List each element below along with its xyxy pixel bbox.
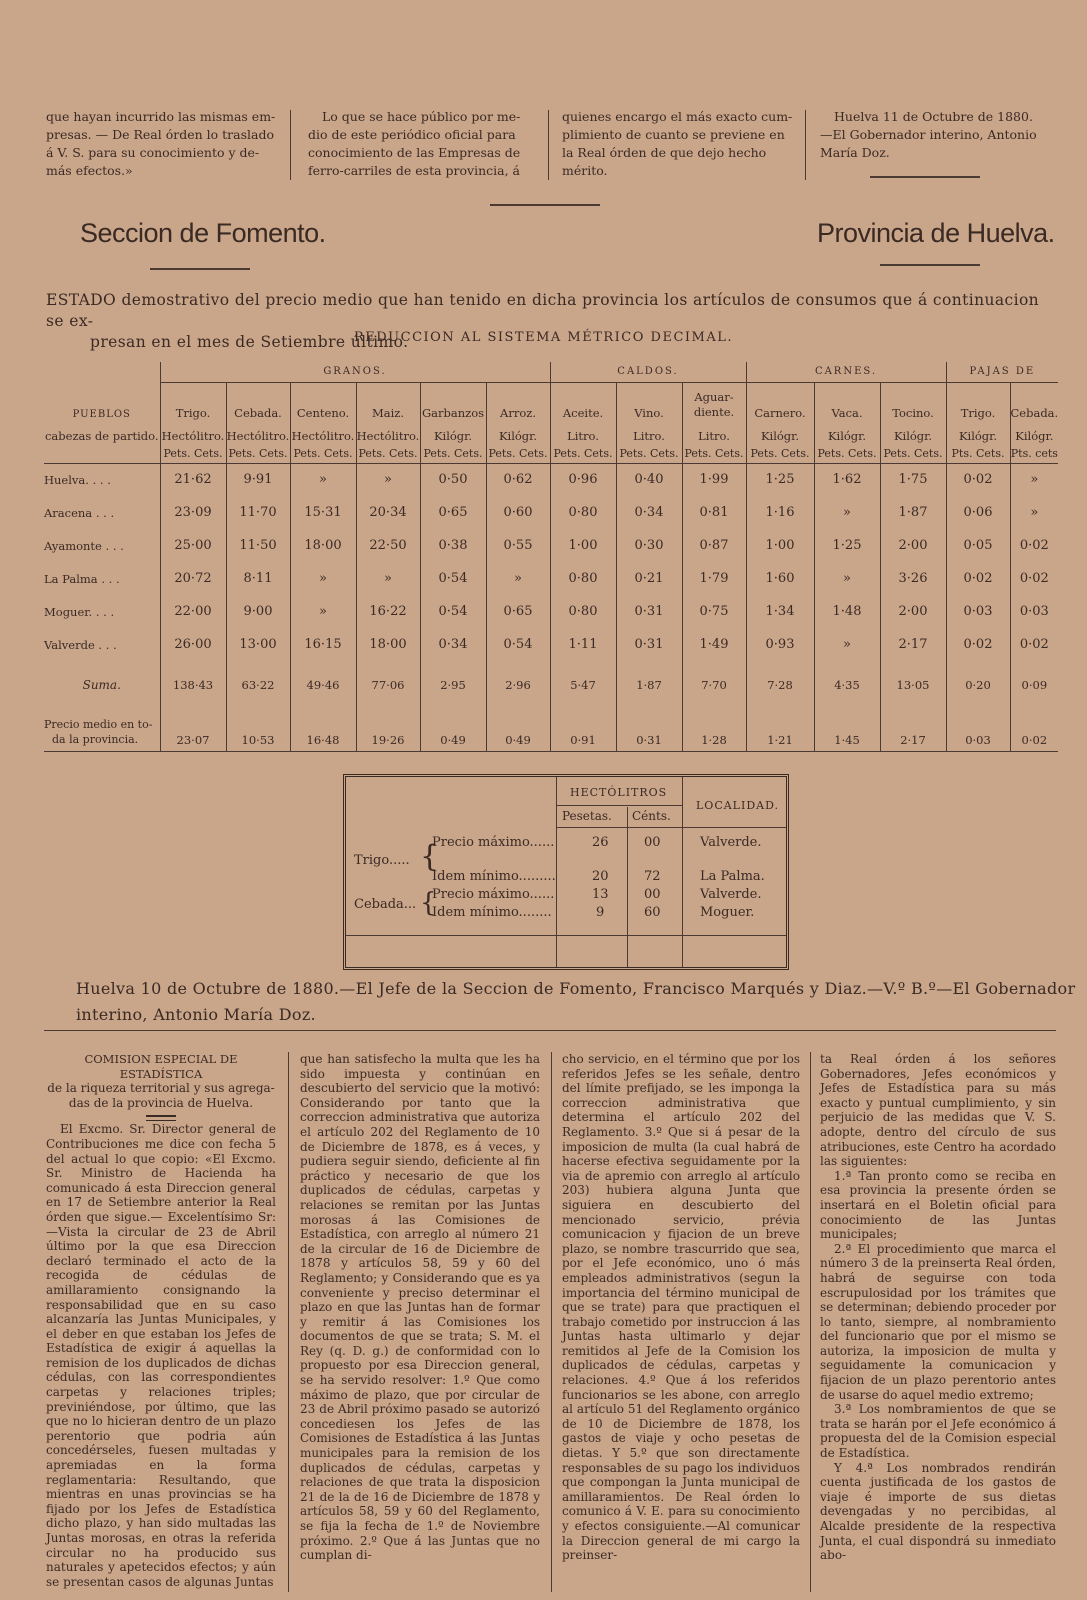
- group-caldos: CALDOS.: [550, 362, 746, 382]
- value-cell: 1·00: [746, 529, 814, 562]
- column-divider: [290, 110, 291, 180]
- value-cell: 1·99: [682, 463, 746, 496]
- table-row: [44, 463, 1058, 496]
- media-cell: 23·07: [160, 703, 226, 751]
- subunit-cell: Pets. Cets.: [290, 445, 356, 463]
- body-paragraph: 3.ª Los nombramientos de que se trata se harán por el Jefe económico á propuesta del de la Comision especial de Estadística.: [820, 1402, 1056, 1461]
- suma-cell: 5·47: [550, 661, 616, 703]
- top-column-1: [46, 108, 276, 180]
- unit-row: [44, 426, 1058, 445]
- value-cell: 15·31: [290, 496, 356, 529]
- value-cell: 1·87: [880, 496, 946, 529]
- box-row-label: Idem mínimo.........: [432, 869, 556, 884]
- table-row: [44, 595, 1058, 628]
- media-cell: 0·91: [550, 703, 616, 751]
- value-cell: 3·26: [880, 562, 946, 595]
- value-cell: 0·54: [486, 628, 550, 661]
- media-label-line: Precio medio en to-: [44, 717, 153, 731]
- cents-heading: Cénts.: [632, 809, 671, 823]
- value-cell: »: [486, 562, 550, 595]
- ornament-rule: [150, 268, 250, 270]
- value-cell: 0·62: [486, 463, 550, 496]
- box-row-pesetas: 9: [596, 905, 605, 920]
- top-column-4: [820, 108, 1060, 162]
- column-header: Cebada.: [226, 382, 290, 426]
- media-label-line: da la provincia.: [52, 732, 139, 746]
- commission-subtitle: das de la provincia de Huelva.: [68, 1095, 254, 1110]
- column-header: Trigo.: [160, 382, 226, 426]
- box-row-cents: 00: [644, 835, 661, 850]
- value-cell: 0·21: [616, 562, 682, 595]
- reduccion-heading: REDUCCION AL SISTEMA MÉTRICO DECIMAL.: [353, 330, 734, 345]
- suma-cell: 0·09: [1010, 661, 1058, 703]
- column-header: Centeno.: [290, 382, 356, 426]
- suma-cell: 13·05: [880, 661, 946, 703]
- value-cell: 0·31: [616, 595, 682, 628]
- column-divider: [805, 110, 806, 180]
- media-row: [44, 703, 1058, 751]
- value-cell: 0·81: [682, 496, 746, 529]
- unit-cell: Kilógr.: [486, 426, 550, 445]
- value-cell: 26·00: [160, 628, 226, 661]
- value-cell: 20·72: [160, 562, 226, 595]
- value-cell: 0·55: [486, 529, 550, 562]
- column-header-row: [44, 382, 1058, 426]
- section-title-left: Seccion de Fomento.: [80, 218, 326, 248]
- value-cell: 0·38: [420, 529, 486, 562]
- box-row-pesetas: 20: [592, 869, 609, 884]
- box-row-cents: 00: [644, 887, 661, 902]
- town-cell: Moguer. . . .: [44, 604, 115, 619]
- value-cell: 20·34: [356, 496, 420, 529]
- value-cell: 18·00: [290, 529, 356, 562]
- value-cell: »: [1010, 496, 1058, 529]
- unit-cell: Hectólitro.: [290, 426, 356, 445]
- media-cell: 0·02: [1010, 703, 1058, 751]
- value-cell: 9·91: [226, 463, 290, 496]
- suma-cell: 49·46: [290, 661, 356, 703]
- top-column-3: [562, 108, 794, 180]
- media-cell: 0·49: [486, 703, 550, 751]
- value-cell: 0·05: [946, 529, 1010, 562]
- signature: [76, 976, 1076, 1028]
- value-cell: 0·93: [746, 628, 814, 661]
- text-line: presas. — De Real órden lo traslado: [46, 127, 274, 142]
- body-paragraph: que han satisfecho la multa que les ha sido impuesta y continúan en descubierto del servicio que la motivó: Considerando por tanto que la correccion administrativa que autoriza el artículo 202 del Reglamento de 10 de Diciembre de 1878, es á veces, y pudiera seguir siendo, deficiente al fin práctico y necesario de que los duplicados de cédulas, carpetas y relaciones se remitan por las Juntas morosas á las Comisiones de Estadística, con arreglo al número 21 de la circular de 16 de Diciembre de 1878 y artículos 58, 59 y 60 del Reglamento; y Considerando que es ya conveniente y preciso determinar el plazo en que las Juntas han de formar y remitir á las Comisiones los documentos de que se trata; S. M. el Rey (q. D. g.) de conformidad con lo propuesto por esa Direccion general, se ha servido resolver: 1.º Que como máximo de plazo, que por circular de 23 de Abril próximo pasado se autorizó concediesen los Jefes de las Comisiones de Estadística á las Juntas municipales para la remision de los duplicados de cédulas, carpetas y relaciones de que trata la disposicion 21 de la de 16 de Diciembre de 1878 y artículos 58, 59 y 60 del Reglamento, se fija la fecha de 1.º de Noviembre próximo. 2.º Que á las Juntas que no cumplan di-: [300, 1052, 540, 1563]
- value-cell: »: [814, 562, 880, 595]
- town-cell: Valverde . . .: [44, 637, 117, 652]
- body-paragraph: cho servicio, en el término que por los referidos Jefes se les señale, dentro del límite prefijado, se les imponga la correccion administrativa que determina el artículo 202 del Reglamento. 3.º Que si á pesar de la imposicion de multa (la cual habrá de hacerse efectiva seguidamente por la via de apremio con arreglo al artículo 203) hubiera alguna Junta que siguiera en descubierto del mencionado servicio, prévia comunicacion y fijacion de un breve plazo, se nombre trascurrido que sea, por el Jefe económico, uno ó más empleados administrativos (segun la importancia del término municipal de que se trate) para que practiquen el trabajo cometido por instruccion á las Juntas hasta ultimarlo y dejar remitidos al Jefe de la Comision los duplicados de cédulas, carpetas y relaciones. 4.º Que á los referidos funcionarios se les abone, con arreglo al artículo 51 del Reglamento orgánico de 10 de Diciembre de 1878, los gastos de viaje y ocho pesetas de dietas. Y 5.º que son directamente responsables de su pago los individuos que compongan la Junta municipal de amillaramientos. De Real órden lo comunico á V. E. para su conocimiento y efectos consiguiente.—Al comunicar la Direccion general de mi cargo la preinser-: [562, 1052, 800, 1563]
- subunit-cell: Pts. cets: [1010, 445, 1058, 463]
- brace-icon: {: [420, 888, 437, 918]
- value-cell: 0·02: [946, 463, 1010, 496]
- value-cell: 2·17: [880, 628, 946, 661]
- box-row-pesetas: 13: [592, 887, 609, 902]
- section-title-right: Provincia de Huelva.: [817, 218, 1055, 248]
- value-cell: 0·34: [420, 628, 486, 661]
- subunit-cell: Pets. Cets.: [486, 445, 550, 463]
- box-rule: [346, 935, 786, 936]
- text-line: Huelva 11 de Octubre de 1880.: [834, 109, 1033, 124]
- town-cell: Huelva. . . .: [44, 472, 111, 487]
- table-row: [44, 562, 1058, 595]
- column-header: Tocino.: [880, 382, 946, 426]
- column-header: Aceite.: [550, 382, 616, 426]
- text-line: la Real órden de que dejo hecho: [562, 145, 767, 160]
- suma-cell: 7·70: [682, 661, 746, 703]
- subunit-cell: Pets. Cets.: [880, 445, 946, 463]
- value-cell: 11·50: [226, 529, 290, 562]
- hectolitros-heading: HECTÓLITROS: [570, 786, 668, 799]
- media-cell: 1·45: [814, 703, 880, 751]
- town-cell: Ayamonte . . .: [44, 538, 124, 553]
- brace-icon: {: [420, 839, 440, 874]
- value-cell: 1·79: [682, 562, 746, 595]
- value-cell: »: [1010, 463, 1058, 496]
- column-header: Aguar-diente.: [682, 382, 746, 426]
- column-header: Trigo.: [946, 382, 1010, 426]
- value-cell: 0·30: [616, 529, 682, 562]
- ornament-rule: [490, 204, 600, 206]
- value-cell: 23·09: [160, 496, 226, 529]
- unit-cell: Hectólitro.: [356, 426, 420, 445]
- value-cell: 0·50: [420, 463, 486, 496]
- value-cell: 18·00: [356, 628, 420, 661]
- column-header: Vaca.: [814, 382, 880, 426]
- group-granos: GRANOS.: [160, 362, 550, 382]
- box-rule: [556, 827, 786, 828]
- town-cell: Aracena . . .: [44, 505, 115, 520]
- media-cell: 0·49: [420, 703, 486, 751]
- box-divider: [627, 807, 628, 967]
- body-paragraph: 2.ª El procedimiento que marca el número 3 de la preinserta Real órden, habrá de seguirse con toda escrupulosidad por los trámites que se determinan; debiendo proceder por lo tanto, siempre, al nombramiento del funcionario que por el mismo se autoriza, la imposicion de multa y seguidamente la comunicacion y fijacion de un plazo perentorio antes de usarse do aquel medio extremo;: [820, 1241, 1056, 1402]
- value-cell: 25·00: [160, 529, 226, 562]
- media-cell: 0·31: [616, 703, 682, 751]
- subunit-cell: Pets. Cets.: [356, 445, 420, 463]
- unit-cell: Hectólitro.: [160, 426, 226, 445]
- unit-cell: Kilógr.: [746, 426, 814, 445]
- suma-cell: 138·43: [160, 661, 226, 703]
- value-cell: 1·48: [814, 595, 880, 628]
- subunit-cell: Pets. Cets.: [226, 445, 290, 463]
- value-cell: 1·60: [746, 562, 814, 595]
- box-row-label: Precio máximo......: [432, 887, 555, 902]
- suma-row: [44, 661, 1058, 703]
- value-cell: 1·16: [746, 496, 814, 529]
- pesetas-heading: Pesetas.: [562, 809, 612, 823]
- column-header: Vino.: [616, 382, 682, 426]
- value-cell: 9·00: [226, 595, 290, 628]
- subunit-row: [44, 445, 1058, 463]
- box-row-localidad: Valverde.: [700, 835, 762, 850]
- column-header: Maiz.: [356, 382, 420, 426]
- subunit-cell: Pets. Cets.: [746, 445, 814, 463]
- suma-cell: 0·20: [946, 661, 1010, 703]
- value-cell: 0·96: [550, 463, 616, 496]
- box-divider: [682, 777, 683, 967]
- value-cell: 21·62: [160, 463, 226, 496]
- body-paragraph: El Excmo. Sr. Director general de Contribuciones me dice con fecha 5 del actual lo que copio: «El Excmo. Sr. Ministro de Hacienda ha comunicado á esta Direccion general en 17 de Setiembre anterior la Real órden que sigue.— Excelentísimo Sr:—Vista la circular de 23 de Abril último por la que esa Direccion declaró terminado el acto de la recogida de cédulas de amillaramiento consignando la responsabilidad que en su caso alcanzaría las Juntas Municipales, y el deber en que estaban los Jefes de Estadística de exigir á aquellas la remision de los duplicados de dichas cédulas, con las correspondientes carpetas y relaciones triples; previniéndose, por último, que las que no lo hicieran dentro de un plazo perentorio que podria aún concedérseles, fuesen multadas y apremiadas en la forma reglamentaria: Resultando, que mientras en unas provincias se ha fijado por los Jefes de Estadística dicho plazo, y han sido multadas las Juntas morosas, en otras la referida circular no ha producido sus naturales y apetecidos efectos; y aún se presentan casos de algunas Juntas: [46, 1122, 276, 1589]
- cebada-label: Cebada...: [354, 897, 417, 912]
- box-row-label: Idem mínimo........: [432, 905, 552, 920]
- value-cell: 0·34: [616, 496, 682, 529]
- town-cell: La Palma . . .: [44, 571, 120, 586]
- pueblos-label: PUEBLOS: [72, 409, 131, 420]
- ornament-icon: [146, 1115, 176, 1121]
- value-cell: 1·49: [682, 628, 746, 661]
- text-line: conocimiento de las Empresas de: [308, 145, 521, 160]
- intro-line: presan en el mes de Setiembre último.: [90, 333, 409, 351]
- text-line: á V. S. para su conocimiento y de-: [46, 145, 260, 160]
- value-cell: 0·03: [1010, 595, 1058, 628]
- group-header-row: [44, 362, 1058, 382]
- text-line: que hayan incurrido las mismas em-: [46, 109, 276, 124]
- unit-cell: Kilógr.: [1010, 426, 1058, 445]
- unit-cell: Kilógr.: [946, 426, 1010, 445]
- value-cell: 0·03: [946, 595, 1010, 628]
- ornament-rule: [880, 264, 980, 266]
- value-cell: 1·11: [550, 628, 616, 661]
- media-label: [44, 703, 160, 751]
- column-divider: [810, 1052, 811, 1592]
- column-header: Garbanzos: [420, 382, 486, 426]
- bottom-column-1: [46, 1052, 276, 1589]
- text-line: —El Gobernador interino, Antonio: [820, 127, 1037, 142]
- group-carnes: CARNES.: [746, 362, 946, 382]
- unit-cell: Kilógr.: [814, 426, 880, 445]
- cabezas-label: cabezas de partido.: [44, 428, 159, 443]
- column-header: Cebada.: [1010, 382, 1058, 426]
- subunit-cell: Pets. Cets.: [616, 445, 682, 463]
- unit-cell: Litro.: [616, 426, 682, 445]
- value-cell: 0·31: [616, 628, 682, 661]
- media-cell: 10·53: [226, 703, 290, 751]
- value-cell: 11·70: [226, 496, 290, 529]
- top-column-2: [308, 108, 540, 180]
- body-paragraph: Y 4.ª Los nombrados rendirán cuenta justificada de los gastos de viaje é importe de sus dietas devengadas y no percibidas, al Alcalde presidente de la respectiva Junta, el cual dispondrá su inmediato abo-: [820, 1460, 1056, 1563]
- text-line: María Doz.: [820, 145, 890, 160]
- value-cell: 1·25: [814, 529, 880, 562]
- subunit-cell: Pets. Cets.: [420, 445, 486, 463]
- unit-cell: Litro.: [550, 426, 616, 445]
- suma-cell: 2·96: [486, 661, 550, 703]
- suma-label: Suma.: [82, 678, 121, 692]
- intro-line: ESTADO demostrativo del precio medio que han tenido en dicha provincia los artículos de consumos que á continuacion se ex-: [46, 291, 1040, 330]
- localidad-heading: LOCALIDAD.: [696, 799, 780, 812]
- table-row: [44, 628, 1058, 661]
- value-cell: 16·15: [290, 628, 356, 661]
- media-cell: 19·26: [356, 703, 420, 751]
- suma-cell: 63·22: [226, 661, 290, 703]
- value-cell: »: [290, 463, 356, 496]
- media-cell: 0·03: [946, 703, 1010, 751]
- bottom-column-4: [820, 1052, 1056, 1563]
- value-cell: »: [356, 562, 420, 595]
- text-line: plimiento de cuanto se previene en: [562, 127, 785, 142]
- unit-cell: Hectólitro.: [226, 426, 290, 445]
- box-row-pesetas: 26: [592, 835, 609, 850]
- value-cell: 1·00: [550, 529, 616, 562]
- suma-cell: 1·87: [616, 661, 682, 703]
- subunit-cell: Pets. Cets.: [160, 445, 226, 463]
- text-line: dio de este periódico oficial para: [308, 127, 516, 142]
- subunit-cell: Pets. Cets.: [550, 445, 616, 463]
- value-cell: 0·06: [946, 496, 1010, 529]
- commission-title: COMISION ESPECIAL DE ESTADÍSTICA: [84, 1052, 238, 1081]
- data-rows: [44, 463, 1058, 661]
- media-cell: 16·48: [290, 703, 356, 751]
- subunit-cell: Pets. Cets.: [682, 445, 746, 463]
- unit-cell: Litro.: [682, 426, 746, 445]
- price-table: [44, 362, 1058, 752]
- suma-cell: 4·35: [814, 661, 880, 703]
- media-cell: 1·28: [682, 703, 746, 751]
- column-divider: [551, 1052, 552, 1592]
- value-cell: 8·11: [226, 562, 290, 595]
- signature-line: Huelva 10 de Octubre de 1880.—El Jefe de la Seccion de Fomento, Francisco Marqués y Diaz.—V.º B.º—El Gobernador: [76, 979, 1076, 998]
- value-cell: 22·00: [160, 595, 226, 628]
- value-cell: 0·02: [1010, 529, 1058, 562]
- value-cell: 1·75: [880, 463, 946, 496]
- value-cell: 2·00: [880, 595, 946, 628]
- bottom-column-2: [300, 1052, 540, 1563]
- subunit-cell: Pts. Cets.: [946, 445, 1010, 463]
- media-cell: 2·17: [880, 703, 946, 751]
- bottom-column-3: [562, 1052, 800, 1563]
- value-cell: 0·80: [550, 496, 616, 529]
- value-cell: 16·22: [356, 595, 420, 628]
- value-cell: 1·25: [746, 463, 814, 496]
- value-cell: 0·80: [550, 595, 616, 628]
- value-cell: 22·50: [356, 529, 420, 562]
- body-paragraph: 1.ª Tan pronto como se reciba en esa provincia la presente órden se insertará en el Boletin oficial para conocimiento de las Juntas municipales;: [820, 1168, 1056, 1242]
- value-cell: 0·75: [682, 595, 746, 628]
- value-cell: »: [290, 562, 356, 595]
- suma-cell: 2·95: [420, 661, 486, 703]
- value-cell: 2·00: [880, 529, 946, 562]
- box-row-localidad: La Palma.: [700, 869, 765, 884]
- commission-subtitle: de la riqueza territorial y sus agrega-: [47, 1081, 275, 1096]
- value-cell: 0·65: [486, 595, 550, 628]
- signature-line: interino, Antonio María Doz.: [76, 1005, 316, 1024]
- column-header: Arroz.: [486, 382, 550, 426]
- text-line: Lo que se hace público por me-: [322, 109, 521, 124]
- column-divider: [548, 110, 549, 180]
- suma-cell: 77·06: [356, 661, 420, 703]
- page-rule: [44, 1030, 1056, 1031]
- value-cell: 0·65: [420, 496, 486, 529]
- subunit-cell: Pets. Cets.: [814, 445, 880, 463]
- unit-cell: Kilógr.: [880, 426, 946, 445]
- group-pajas: PAJAS DE: [946, 362, 1058, 382]
- trigo-label: Trigo.....: [354, 853, 410, 868]
- value-cell: 13·00: [226, 628, 290, 661]
- value-cell: »: [814, 628, 880, 661]
- value-cell: »: [814, 496, 880, 529]
- box-row-localidad: Moguer.: [700, 905, 755, 920]
- column-divider: [288, 1052, 289, 1592]
- value-cell: 0·80: [550, 562, 616, 595]
- text-line: más efectos.»: [46, 163, 133, 178]
- text-line: ferro-carriles de esta provincia, á: [308, 163, 521, 178]
- value-cell: 0·02: [946, 628, 1010, 661]
- value-cell: 0·02: [946, 562, 1010, 595]
- value-cell: 0·54: [420, 562, 486, 595]
- text-line: mérito.: [562, 163, 608, 178]
- value-cell: 0·60: [486, 496, 550, 529]
- value-cell: 0·02: [1010, 628, 1058, 661]
- table-row: [44, 529, 1058, 562]
- value-cell: 0·54: [420, 595, 486, 628]
- value-cell: 1·34: [746, 595, 814, 628]
- suma-cell: 7·28: [746, 661, 814, 703]
- value-cell: »: [290, 595, 356, 628]
- value-cell: 0·40: [616, 463, 682, 496]
- value-cell: 1·62: [814, 463, 880, 496]
- table-row: [44, 496, 1058, 529]
- value-cell: 0·87: [682, 529, 746, 562]
- media-cell: 1·21: [746, 703, 814, 751]
- ornament: [46, 1110, 276, 1122]
- box-row-cents: 72: [644, 869, 661, 884]
- value-cell: »: [356, 463, 420, 496]
- box-row-localidad: Valverde.: [700, 887, 762, 902]
- text-line: quienes encargo el más exacto cum-: [562, 109, 793, 124]
- ornament-rule: [870, 176, 980, 178]
- box-row-label: Precio máximo......: [432, 835, 555, 850]
- box-row-cents: 60: [644, 905, 661, 920]
- max-min-box: [343, 774, 789, 970]
- body-paragraph: ta Real órden á los señores Gobernadores, Jefes económicos y Jefes de Estadística para su más exacto y puntual cumplimiento, y sin perjuicio de las medidas que V. S. adopte, dentro del círculo de sus atribuciones, este Centro ha acordado las siguientes:: [820, 1052, 1056, 1169]
- unit-cell: Kilógr.: [420, 426, 486, 445]
- box-rule: [556, 805, 682, 806]
- value-cell: 0·02: [1010, 562, 1058, 595]
- column-header: Carnero.: [746, 382, 814, 426]
